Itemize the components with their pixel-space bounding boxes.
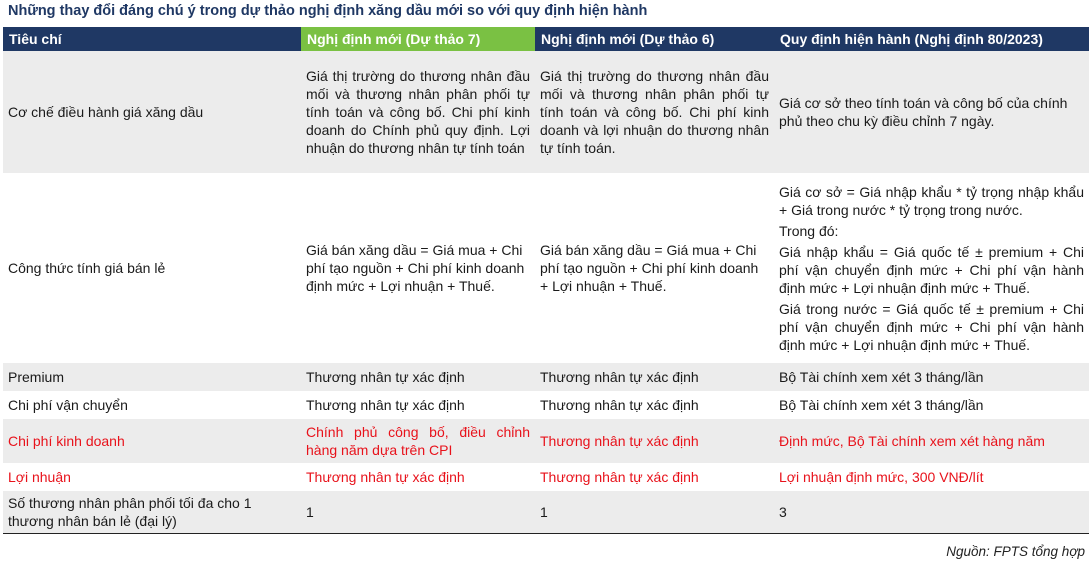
header-draft-6: Nghị định mới (Dự thảo 6) bbox=[535, 27, 774, 51]
header-draft-7: Nghị định mới (Dự thảo 7) bbox=[301, 27, 535, 51]
current-cell: 3 bbox=[774, 491, 1089, 533]
source-note: Nguồn: FPTS tổng hợp bbox=[946, 544, 1085, 559]
draft6-cell: Giá thị trường do thương nhân đầu mối và thương nhân phân phối tự tính toán và công bố. Chi phí kinh doanh và lợi nhuận do thương nhân tự tính toán. bbox=[535, 51, 774, 173]
draft7-cell: Giá thị trường do thương nhân đầu mối và thương nhân phân phối tự tính toán và công bố. Chi phí kinh doanh do Chính phủ quy định. Lợi nhuận do thương nhân tự tính toán bbox=[301, 51, 535, 173]
header-current-regulation: Quy định hiện hành (Nghị định 80/2023) bbox=[774, 27, 1089, 51]
draft7-cell: Giá bán xăng dầu = Giá mua + Chi phí tạo nguồn + Chi phí kinh doanh định mức + Lợi nhuận + Thuế. bbox=[301, 173, 535, 363]
formula-import-price: Giá nhập khẩu = Giá quốc tế ± premium + Chi phí vận chuyển định mức + Chi phí vận hành định mức + Lợi nhuận định mức + Thuế. bbox=[779, 243, 1084, 296]
page-title: Những thay đổi đáng chú ý trong dự thảo nghị định xăng dầu mới so với quy định hiện hành bbox=[8, 3, 648, 19]
table-row bbox=[3, 491, 1089, 533]
header-criterion: Tiêu chí bbox=[3, 27, 301, 51]
criterion-cell: Cơ chế điều hành giá xăng dầu bbox=[3, 51, 301, 173]
current-cell: Bộ Tài chính xem xét 3 tháng/lần bbox=[774, 363, 1089, 391]
draft7-cell: Thương nhân tự xác định bbox=[301, 463, 535, 491]
formula-base-price: Giá cơ sở = Giá nhập khẩu * tỷ trọng nhập khẩu + Giá trong nước * tỷ trọng trong nước. bbox=[779, 183, 1084, 218]
table-row bbox=[3, 463, 1089, 491]
draft6-cell: Thương nhân tự xác định bbox=[535, 463, 774, 491]
table-row bbox=[3, 363, 1089, 391]
table-row bbox=[3, 173, 1089, 363]
draft7-cell: Chính phủ công bố, điều chỉnh hàng năm dựa trên CPI bbox=[301, 419, 535, 463]
draft6-cell: Thương nhân tự xác định bbox=[535, 363, 774, 391]
draft7-cell: Thương nhân tự xác định bbox=[301, 363, 535, 391]
criterion-cell: Công thức tính giá bán lẻ bbox=[3, 173, 301, 363]
draft7-cell: 1 bbox=[301, 491, 535, 533]
criterion-cell: Premium bbox=[3, 363, 301, 391]
formula-domestic-price: Giá trong nước = Giá quốc tế ± premium + Chi phí vận chuyển định mức + Chi phí vận hành định mức + Lợi nhuận định mức + Thuế. bbox=[779, 300, 1084, 353]
current-cell: Bộ Tài chính xem xét 3 tháng/lần bbox=[774, 391, 1089, 419]
draft6-cell: Thương nhân tự xác định bbox=[535, 391, 774, 419]
table-row bbox=[3, 391, 1089, 419]
formula-where: Trong đó: bbox=[779, 222, 839, 239]
comparison-table bbox=[3, 27, 1089, 534]
table-header-row bbox=[3, 27, 1089, 51]
draft6-cell: Thương nhân tự xác định bbox=[535, 419, 774, 463]
current-cell bbox=[774, 173, 1089, 363]
draft6-cell: 1 bbox=[535, 491, 774, 533]
criterion-cell: Lợi nhuận bbox=[3, 463, 301, 491]
current-cell: Định mức, Bộ Tài chính xem xét hàng năm bbox=[774, 419, 1089, 463]
draft7-cell: Thương nhân tự xác định bbox=[301, 391, 535, 419]
draft6-cell: Giá bán xăng dầu = Giá mua + Chi phí tạo nguồn + Chi phí kinh doanh + Lợi nhuận + Thuế. bbox=[535, 173, 774, 363]
current-cell: Lợi nhuận định mức, 300 VNĐ/lít bbox=[774, 463, 1089, 491]
table-row bbox=[3, 419, 1089, 463]
criterion-cell: Số thương nhân phân phối tối đa cho 1 thương nhân bán lẻ (đại lý) bbox=[3, 491, 301, 533]
current-cell: Giá cơ sở theo tính toán và công bố của chính phủ theo chu kỳ điều chỉnh 7 ngày. bbox=[774, 51, 1089, 173]
table-row bbox=[3, 51, 1089, 173]
criterion-cell: Chi phí kinh doanh bbox=[3, 419, 301, 463]
criterion-cell: Chi phí vận chuyển bbox=[3, 391, 301, 419]
